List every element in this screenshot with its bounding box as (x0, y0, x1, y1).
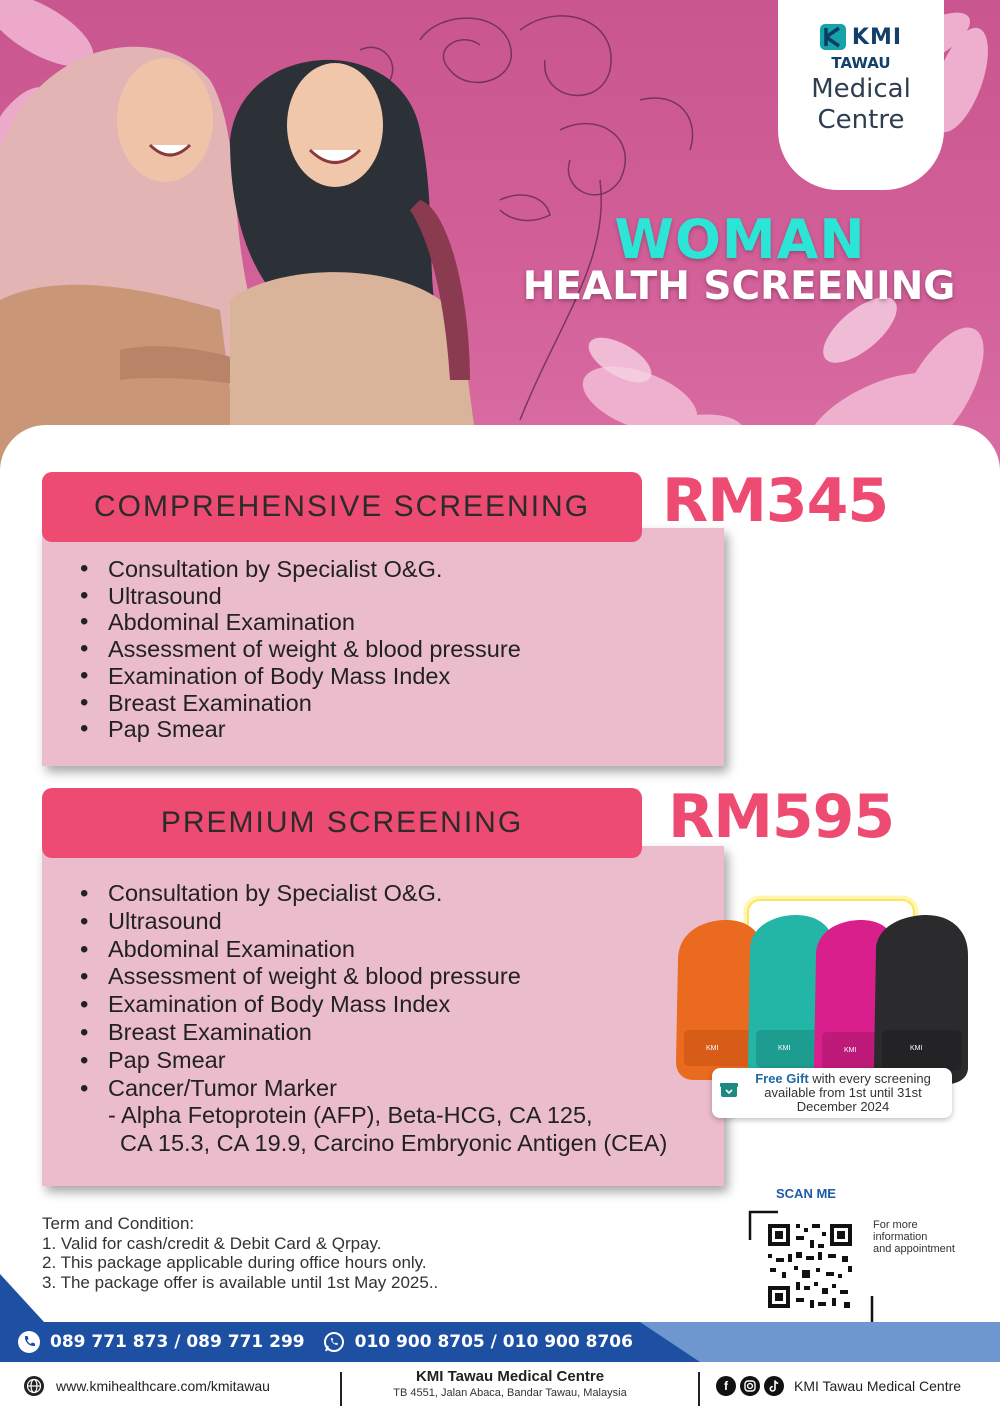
women-photo (0, 0, 560, 470)
terms-item: 1. Valid for cash/credit & Debit Card & Qrpay. (42, 1233, 382, 1253)
footer-centre-name: KMI Tawau Medical Centre (415, 1368, 605, 1385)
footer-divider (698, 1372, 700, 1406)
svg-text:KMI: KMI (910, 1045, 923, 1052)
list-item: • Breast Examination (80, 1019, 521, 1047)
website-link[interactable]: www.kmihealthcare.com/kmitawau (56, 1378, 270, 1394)
list-item: • Abdominal Examination (80, 609, 521, 636)
facebook-icon[interactable]: f (716, 1376, 736, 1396)
premium-package-title: PREMIUM SCREENING (42, 788, 642, 858)
list-item: • Assessment of weight & blood pressure (80, 636, 521, 663)
kmi-logo-card (778, 0, 944, 190)
phone-row (18, 1322, 633, 1362)
comprehensive-items-list (80, 556, 521, 743)
premium-package-price: RM595 (668, 782, 895, 852)
phone-icon (18, 1331, 40, 1353)
kmi-logo-icon (820, 24, 846, 50)
tiktok-icon[interactable] (764, 1376, 784, 1396)
tumor-marker-details-line2: CA 15.3, CA 19.9, Carcino Embryonic Antigen (CEA) (120, 1130, 668, 1156)
gift-text: with every screening available from 1st until 31st December 2024 (764, 1071, 931, 1114)
list-item: • Consultation by Specialist O&G. (80, 556, 521, 583)
brand-centre-line1: Medical (811, 74, 911, 104)
footer-social (716, 1376, 961, 1396)
scan-me-label: SCAN ME (776, 1186, 836, 1201)
footer-website (24, 1376, 270, 1396)
tumor-marker-details-line1: - Alpha Fetoprotein (AFP), Beta-HCG, CA 125, (108, 1102, 593, 1128)
terms-title: Term and Condition: (42, 1214, 195, 1233)
title-woman: WOMAN (614, 208, 866, 271)
brand-branch: TAWAU (831, 54, 891, 72)
gift-icon (720, 1080, 738, 1098)
footer-centre (340, 1368, 680, 1399)
brand-centre-line2: Centre (817, 105, 905, 135)
brand-name: KMI (851, 24, 903, 50)
terms-and-conditions (42, 1214, 438, 1292)
globe-icon (24, 1376, 44, 1396)
list-item: • Examination of Body Mass Index (80, 991, 521, 1019)
list-item: • Assessment of weight & blood pressure (80, 963, 521, 991)
hero-banner (0, 0, 1000, 470)
title-health-screening: HEALTH SCREENING (522, 264, 956, 309)
list-item: • Pap Smear (80, 716, 521, 743)
footer-address: TB 4551, Jalan Abaca, Bandar Tawau, Malaysia (393, 1387, 627, 1399)
list-item: • Ultrasound (80, 908, 521, 936)
qr-note-line: For more (873, 1219, 918, 1231)
whatsapp-numbers[interactable]: 010 900 8705 / 010 900 8706 (354, 1332, 633, 1352)
qr-note-line: information (873, 1231, 928, 1243)
list-item: • Examination of Body Mass Index (80, 663, 521, 690)
comprehensive-package-title: COMPREHENSIVE SCREENING (42, 472, 642, 542)
whatsapp-icon (323, 1331, 345, 1353)
terms-item: 3. The package offer is available until 1st May 2025.. (42, 1272, 439, 1292)
comprehensive-package-price: RM345 (662, 466, 889, 536)
list-item: • Breast Examination (80, 690, 521, 717)
list-item: • Ultrasound (80, 583, 521, 610)
phone-numbers[interactable]: 089 771 873 / 089 771 299 (50, 1332, 305, 1352)
list-item: • Abdominal Examination (80, 936, 521, 964)
terms-item: 2. This package applicable during office hours only. (42, 1253, 427, 1272)
gift-label: Free Gift (755, 1071, 809, 1086)
qr-note (873, 1219, 955, 1255)
list-item: • Cancer/Tumor Marker (80, 1075, 521, 1103)
instagram-icon[interactable] (740, 1376, 760, 1396)
list-item: • Consultation by Specialist O&G. (80, 880, 521, 908)
social-handle: KMI Tawau Medical Centre (794, 1378, 962, 1394)
svg-text:KMI: KMI (778, 1045, 791, 1052)
gift-caption (712, 1068, 952, 1118)
svg-text:KMI: KMI (844, 1047, 857, 1054)
svg-text:KMI: KMI (706, 1045, 719, 1052)
qr-note-line: and appointment (873, 1243, 955, 1255)
list-item: • Pap Smear (80, 1047, 521, 1075)
qr-code-icon[interactable] (748, 1210, 874, 1326)
premium-items-list (80, 880, 521, 1102)
